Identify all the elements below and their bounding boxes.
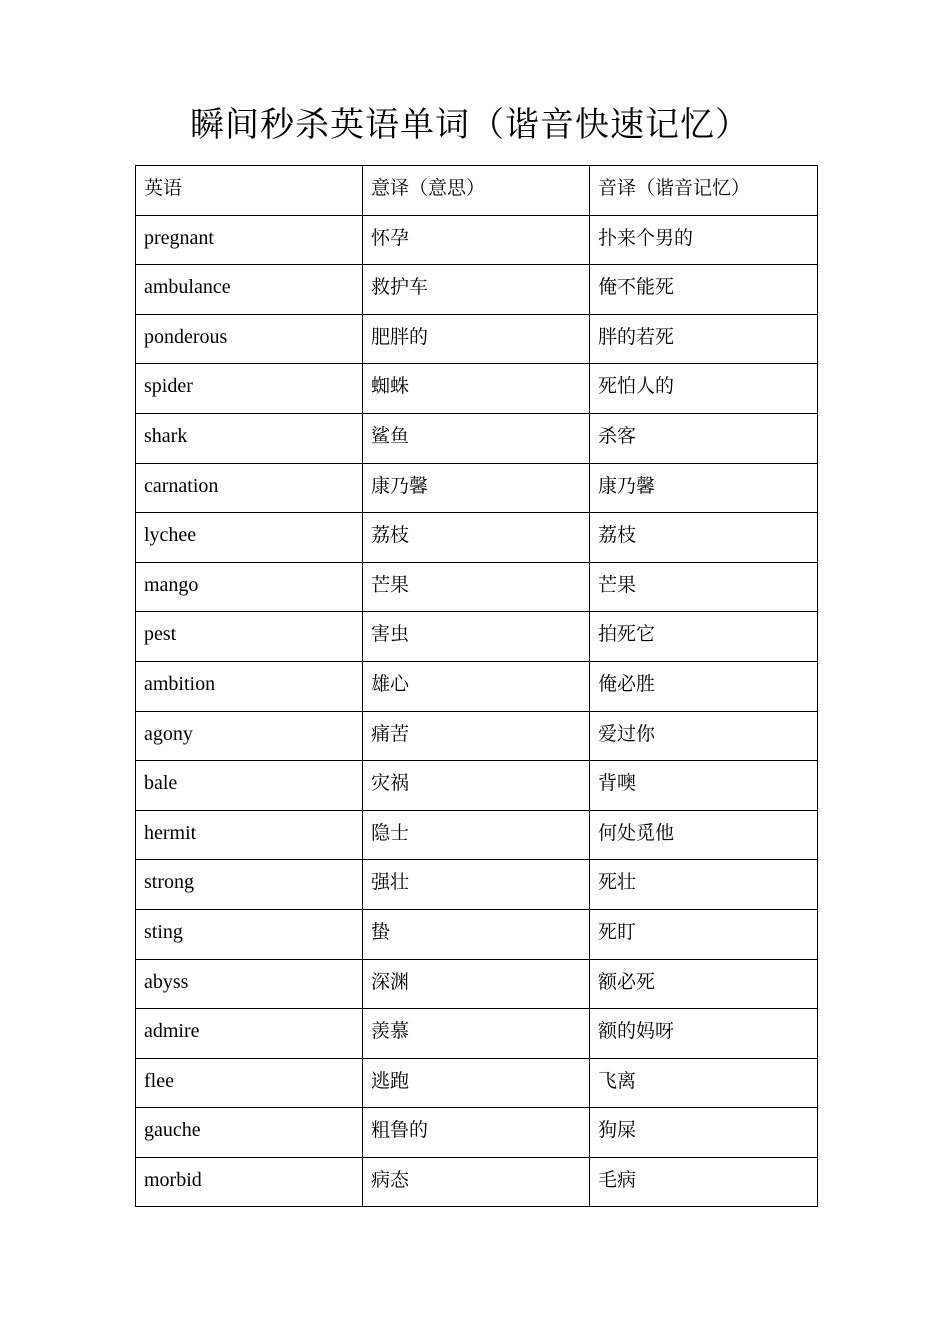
phonetic-mnemonic-cell: 俺必胜 <box>590 661 818 711</box>
english-word-cell: ponderous <box>136 314 363 364</box>
table-row <box>136 1009 818 1059</box>
phonetic-mnemonic-cell: 胖的若死 <box>590 314 818 364</box>
table-row <box>136 463 818 513</box>
table-row <box>136 413 818 463</box>
phonetic-mnemonic-cell: 狗屎 <box>590 1108 818 1158</box>
phonetic-mnemonic-cell: 荔枝 <box>590 513 818 563</box>
table-row <box>136 562 818 612</box>
header-english: 英语 <box>136 166 363 216</box>
phonetic-mnemonic-cell: 何处觅他 <box>590 810 818 860</box>
english-word-cell: abyss <box>136 959 363 1009</box>
meaning-cell: 康乃馨 <box>363 463 590 513</box>
meaning-cell: 粗鲁的 <box>363 1108 590 1158</box>
phonetic-mnemonic-cell: 额的妈呀 <box>590 1009 818 1059</box>
meaning-cell: 强壮 <box>363 860 590 910</box>
phonetic-mnemonic-cell: 扑来个男的 <box>590 215 818 265</box>
meaning-cell: 深渊 <box>363 959 590 1009</box>
meaning-cell: 蛰 <box>363 909 590 959</box>
phonetic-mnemonic-cell: 死怕人的 <box>590 364 818 414</box>
english-word-cell: ambition <box>136 661 363 711</box>
table-row <box>136 959 818 1009</box>
english-word-cell: hermit <box>136 810 363 860</box>
table-row <box>136 761 818 811</box>
english-word-cell: ambulance <box>136 265 363 315</box>
header-phonetic-mnemonic: 音译（谐音记忆） <box>590 166 818 216</box>
table-row <box>136 711 818 761</box>
phonetic-mnemonic-cell: 死壮 <box>590 860 818 910</box>
phonetic-mnemonic-cell: 背噢 <box>590 761 818 811</box>
meaning-cell: 隐士 <box>363 810 590 860</box>
english-word-cell: admire <box>136 1009 363 1059</box>
english-word-cell: morbid <box>136 1157 363 1207</box>
table-row <box>136 909 818 959</box>
english-word-cell: pest <box>136 612 363 662</box>
meaning-cell: 芒果 <box>363 562 590 612</box>
phonetic-mnemonic-cell: 俺不能死 <box>590 265 818 315</box>
phonetic-mnemonic-cell: 康乃馨 <box>590 463 818 513</box>
table-row <box>136 810 818 860</box>
table-row <box>136 364 818 414</box>
english-word-cell: pregnant <box>136 215 363 265</box>
table-header-row <box>136 166 818 216</box>
english-word-cell: lychee <box>136 513 363 563</box>
vocabulary-table-body <box>136 166 818 1207</box>
table-row <box>136 215 818 265</box>
table-row <box>136 1157 818 1207</box>
phonetic-mnemonic-cell: 飞离 <box>590 1058 818 1108</box>
english-word-cell: spider <box>136 364 363 414</box>
english-word-cell: agony <box>136 711 363 761</box>
meaning-cell: 肥胖的 <box>363 314 590 364</box>
meaning-cell: 痛苦 <box>363 711 590 761</box>
phonetic-mnemonic-cell: 杀客 <box>590 413 818 463</box>
english-word-cell: gauche <box>136 1108 363 1158</box>
english-word-cell: sting <box>136 909 363 959</box>
table-row <box>136 513 818 563</box>
meaning-cell: 逃跑 <box>363 1058 590 1108</box>
meaning-cell: 救护车 <box>363 265 590 315</box>
vocabulary-table <box>135 165 818 1207</box>
english-word-cell: shark <box>136 413 363 463</box>
meaning-cell: 灾祸 <box>363 761 590 811</box>
meaning-cell: 鲨鱼 <box>363 413 590 463</box>
header-meaning: 意译（意思） <box>363 166 590 216</box>
meaning-cell: 怀孕 <box>363 215 590 265</box>
english-word-cell: flee <box>136 1058 363 1108</box>
english-word-cell: strong <box>136 860 363 910</box>
phonetic-mnemonic-cell: 芒果 <box>590 562 818 612</box>
english-word-cell: mango <box>136 562 363 612</box>
table-row <box>136 1058 818 1108</box>
meaning-cell: 蜘蛛 <box>363 364 590 414</box>
page-title: 瞬间秒杀英语单词（谐音快速记忆） <box>190 105 750 145</box>
table-row <box>136 661 818 711</box>
meaning-cell: 荔枝 <box>363 513 590 563</box>
meaning-cell: 病态 <box>363 1157 590 1207</box>
meaning-cell: 害虫 <box>363 612 590 662</box>
phonetic-mnemonic-cell: 死盯 <box>590 909 818 959</box>
table-row <box>136 612 818 662</box>
table-row <box>136 314 818 364</box>
phonetic-mnemonic-cell: 毛病 <box>590 1157 818 1207</box>
english-word-cell: carnation <box>136 463 363 513</box>
phonetic-mnemonic-cell: 额必死 <box>590 959 818 1009</box>
table-row <box>136 265 818 315</box>
meaning-cell: 雄心 <box>363 661 590 711</box>
table-row <box>136 1108 818 1158</box>
table-row <box>136 860 818 910</box>
phonetic-mnemonic-cell: 拍死它 <box>590 612 818 662</box>
phonetic-mnemonic-cell: 爱过你 <box>590 711 818 761</box>
english-word-cell: bale <box>136 761 363 811</box>
meaning-cell: 羡慕 <box>363 1009 590 1059</box>
